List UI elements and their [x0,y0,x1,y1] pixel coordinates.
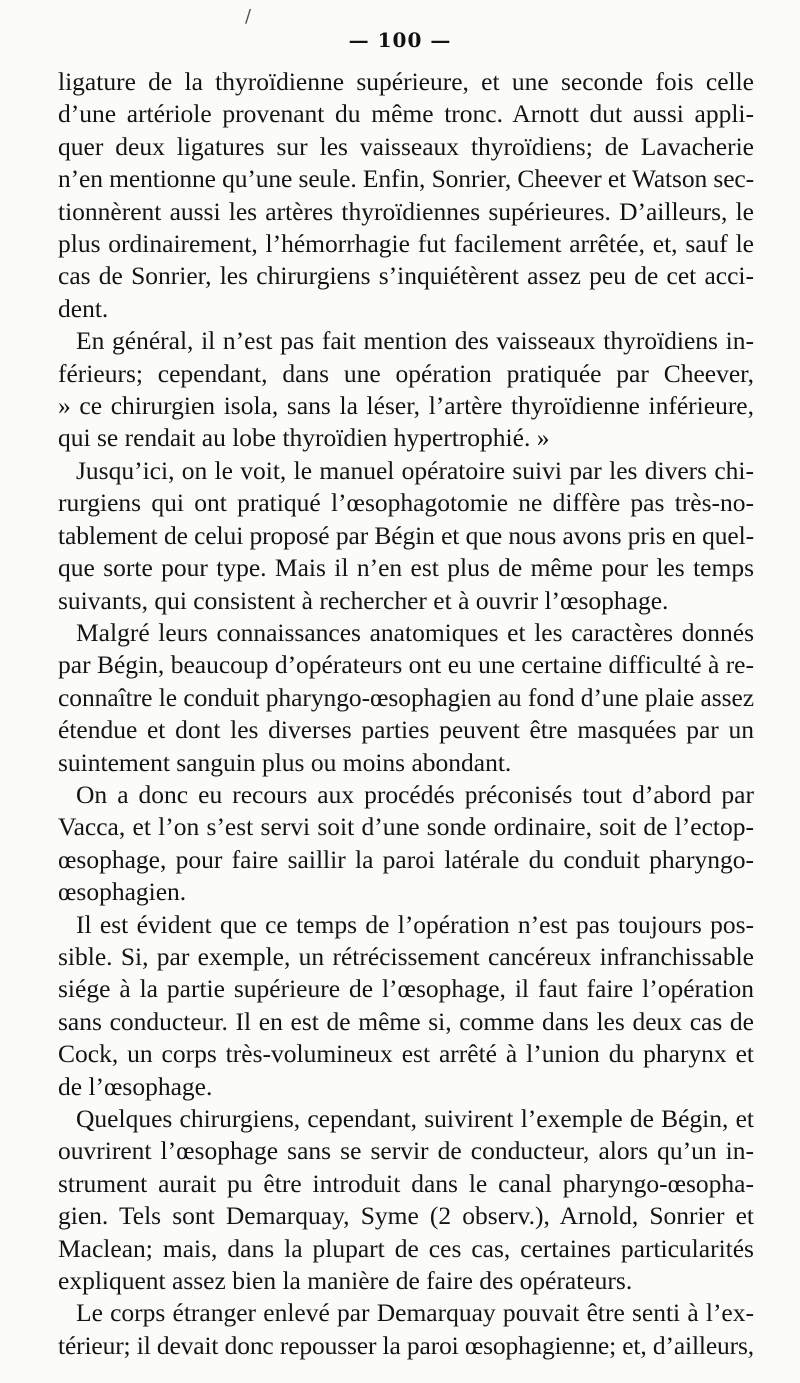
text-line: étendue et dont les diverses parties peuvent être masquées par un [58,715,754,745]
text-line: œsophage, pour faire saillir la paroi latérale du conduit pharyngo- [58,844,754,874]
text-line: de l’œsophage. [58,1071,213,1101]
text-line: sible. Si, par exemple, un rétrécissement cancéreux infranchissable [58,941,754,971]
scan-speck: / [245,6,252,27]
body-text [58,66,754,1362]
text-line: siége à la partie supérieure de l’œsophage, il faut faire l’opération [58,974,754,1004]
text-line: expliquent assez bien la manière de faire des opérateurs. [58,1266,633,1296]
text-line: Quelques chirurgiens, cependant, suivirent l’exemple de Bégin, et [76,1104,754,1133]
text-line: férieurs; cependant, dans une opération pratiquée par Cheever, [58,358,754,388]
text-line: que sorte pour type. Mais il n’en est plus de même pour les temps [58,553,754,583]
text-line: quer deux ligatures sur les vaisseaux thyroïdiens; de Lavacherie [58,131,754,161]
text-line: Maclean; mais, dans la plupart de ces cas, certaines particularités [58,1233,754,1263]
text-line: strument aurait pu être introduit dans le canal pharyngo-œsopha- [58,1168,754,1198]
text-line: En général, il n’est pas fait mention des vaisseaux thyroïdiens in- [76,326,754,356]
text-line: Malgré leurs connaissances anatomiques et les caractères donnés [76,617,754,647]
text-line: sans conducteur. Il en est de même si, comme dans les deux cas de [58,1006,754,1036]
text-line: Le corps étranger enlevé par Demarquay pouvait être senti à l’ex- [76,1298,754,1328]
text-line: Jusqu’ici, on le voit, le manuel opératoire suivi par les divers chi- [76,455,754,485]
text-line: ouvrirent l’œsophage sans se servir de conducteur, alors qu’un in- [58,1136,754,1166]
text-line: On a donc eu recours aux procédés préconisés tout d’abord par [76,779,754,809]
text-line: Vacca, et l’on s’est servi soit d’une sonde ordinaire, soit de l’ectop- [58,812,754,842]
text-line: œsophagien. [58,877,187,907]
text-line: par Bégin, beaucoup d’opérateurs ont eu une certaine difficulté à re- [58,650,754,680]
text-line: ligature de la thyroïdienne supérieure, et une seconde fois celle [58,67,754,96]
text-line: suivants, qui consistent à rechercher et à ouvrir l’œsophage. [58,585,669,615]
text-line: qui se rendait au lobe thyroïdien hypertrophié. » [58,423,550,453]
text-line: plus ordinairement, l’hémorrhagie fut facilement arrêtée, et, sauf le [58,229,754,259]
text-line: Cock, un corps très-volumineux est arrêté à l’union du pharynx et [58,1039,754,1069]
text-line: gien. Tels sont Demarquay, Syme (2 observ.), Arnold, Sonrier et [58,1201,754,1231]
text-line: rurgiens qui ont pratiqué l’œsophagotomie ne diffère pas très-no- [58,488,754,518]
text-line: connaître le conduit pharyngo-œsophagien au fond d’une plaie assez [58,682,754,712]
text-line: n’en mentionne qu’une seule. Enfin, Sonrier, Cheever et Watson sec- [58,164,754,194]
text-line: suintement sanguin plus ou moins abondant. [58,747,512,777]
text-line: cas de Sonrier, les chirurgiens s’inquiétèrent assez peu de cet acci- [58,261,754,291]
page-number: — 100 — [348,28,452,52]
text-line: térieur; il devait donc repousser la paroi œsophagienne; et, d’ailleurs, [58,1330,754,1360]
text-line: tablement de celui proposé par Bégin et que nous avons pris en quel- [58,520,754,550]
text-line: Il est évident que ce temps de l’opération n’est pas toujours pos- [76,909,754,939]
text-line: tionnèrent aussi les artères thyroïdiennes supérieures. D’ailleurs, le [58,196,754,226]
text-line: » ce chirurgien isola, sans la léser, l’artère thyroïdienne inférieure, [58,391,754,421]
text-line: d’une artériole provenant du même tronc. Arnott dut aussi appli- [58,99,754,129]
text-line: dent. [58,293,109,323]
